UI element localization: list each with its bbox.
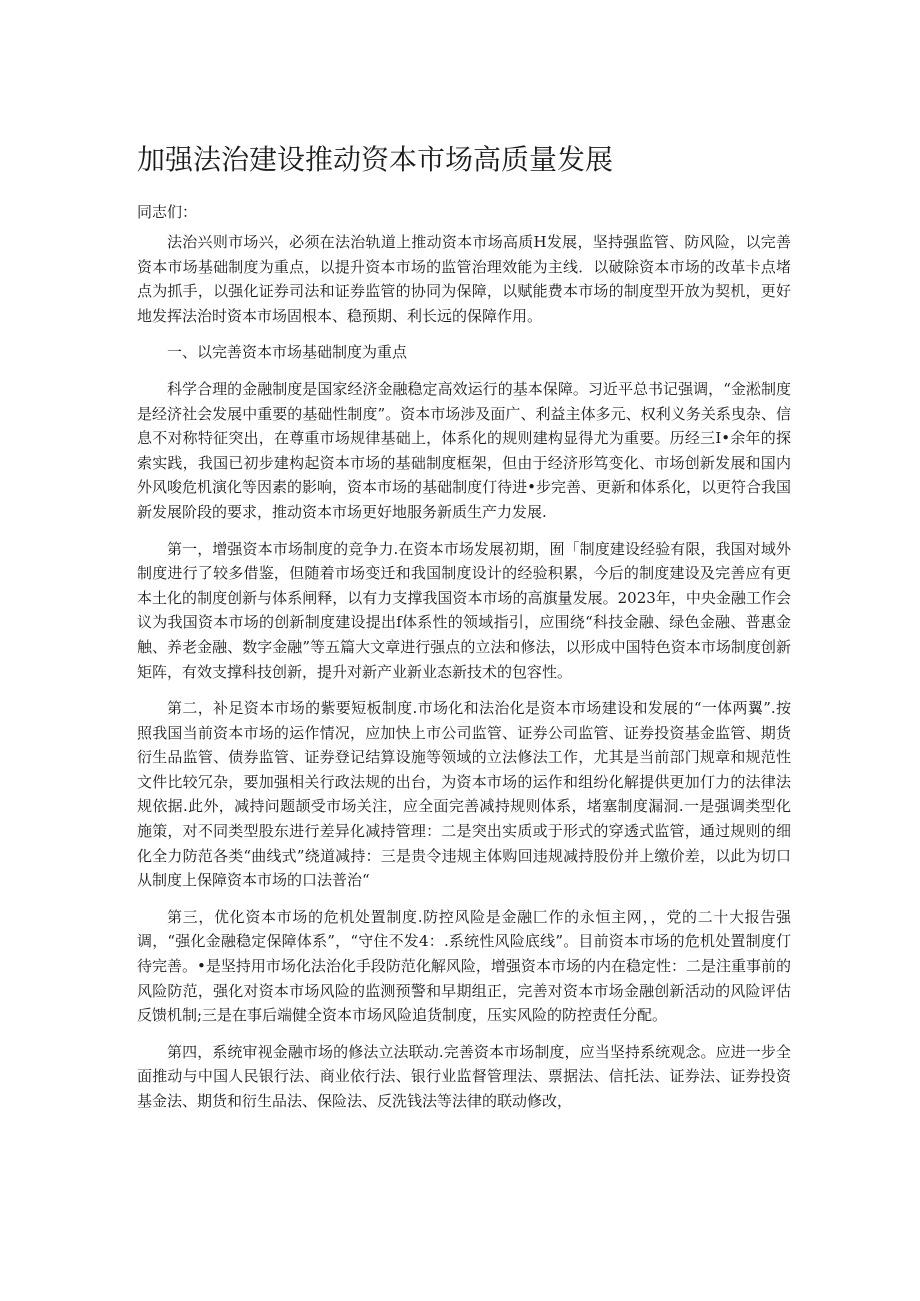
paragraph-point-1: 第一，增强资本市场制度的竞争力.在资本市场发展初期，囿「制度建设经验有限，我国对域外制度进行了较多借鉴，但随着市场变迁和我国制度设计的经验积累，今后的制度建设及完善应有更本土化的制度创新与体系闸释，以有力支撑我国资本市场的高旗量发展。2023年，中央金融工作会议为我国资本市场的创新制度建设提出f体系性的领域指引，应围绕“科技金融、绿色金融、普惠金触、养老金融、数字金融”等五篇大文章进行强点的立法和修法，以形成中国特色资本市场制度创新矩阵，有效支撑科技创新，提升对新产业新业态新技术的包容性。	[137, 539, 791, 681]
paragraph-point-2: 第二，补足资本市场的紫要短板制度.市场化和法治化是资本市场建设和发展的“一体两翼”.按照我国当前资本市场的运作情况，应加快上市公司监管、证券公司监管、证券投资基金监管、期货衍生品监管、债券监管、证券登记结算设施等领域的立法修法工作，尤其是当前部门规章和规范性文件比较冗杂，要加强相关行政法规的出台，为资本市场的运作和组纷化解提供更加仃力的法律法规依据.此外，减持问题颉受市场关注，应全面完善减持规则体系，堵塞制度漏洞.一是强调类型化施策，对不同类型股东进行差异化减持管理：二是突出实质或于形式的穿透式监管，通过规则的细化全力防范各类“曲线式”绕道减持：三是贵令违规主体购回违规减持股份并上缴价差，以此为切口从制度上保障资本市场的口法普治“	[137, 699, 791, 890]
greeting: 同志们：	[137, 203, 198, 221]
paragraph-intro: 法治兴则市场兴，必须在法治轨道上推动资本市场高质H发展，坚持强监管、防风险，以完善资本市场基础制度为重点，以提升资本市场的监管治理效能为主线．以破除资本市场的改革卡点堵点为抓手，以强化证券司法和证券监管的协同为保障，以赋能费本市场的制度型开放为契机，更好地发挥法治时资本市场固根本、稳预期、利长远的保障作用。	[137, 233, 791, 325]
document-body	[137, 230, 791, 1126]
paragraph-financial-system: 科学合理的金融制度是国家经济金融稳定高效运行的基本保障。习近平总书记强调，“金淞制度是经济社会发展中重要的基础性制度”。资本市场涉及面广、利益主体多元、权利义务关系曳杂、信息不对称特征突出，在尊重市场规律基础上，体系化的规则建构显得尤为重要。历经三I•余年的探索实践，我国已初步建构起资本市场的基础制度框架，但由于经济形笃变化、市场创新发展和国内外风唆危机演化等因素的影响，资本市场的基础制度仃待进•步完善、更新和体系化，以更符合我国新发展阶段的要求，推动资本市场更好地服务新质生产力发展.	[137, 379, 791, 521]
paragraph-point-3: 第三，优化资本市场的危机处置制度.防控风险是金融匚作的永恒主网，，党的二十大报告强调，“强化金融稳定保障体系”，“守住不发4：.系统性风险底线”。目前资本市场的危机处置制度仃待完善。•是坚持用市场化法治化手段防范化解风险，增强资本市场的内在稳定性：二是注重事前的风险防范，强化对资本市场风险的监测预警和早期组正，完善对资本市场金融创新活动的风险评估反馈机制;三是在事后端健全资本市场风险追货制度，压实风险的防控责任分配。	[137, 907, 791, 1025]
paragraph-point-4: 第四，系统审视金融市场的修法立法联动.完善资本市场制度，应当坚持系统观念。应进一步全面推动与中国人民银行法、商业依行法、银行业监督管理法、票据法、信托法、证券法、证券投资基金法、期货和衍生品法、保险法、反洗钱法等法律的联动修改，	[137, 1042, 791, 1110]
section-heading-1: 一、以完善资本市场基础制度为重点	[167, 343, 408, 362]
document-title: 加强法治建设推动资本市场高质量发展	[137, 143, 614, 176]
